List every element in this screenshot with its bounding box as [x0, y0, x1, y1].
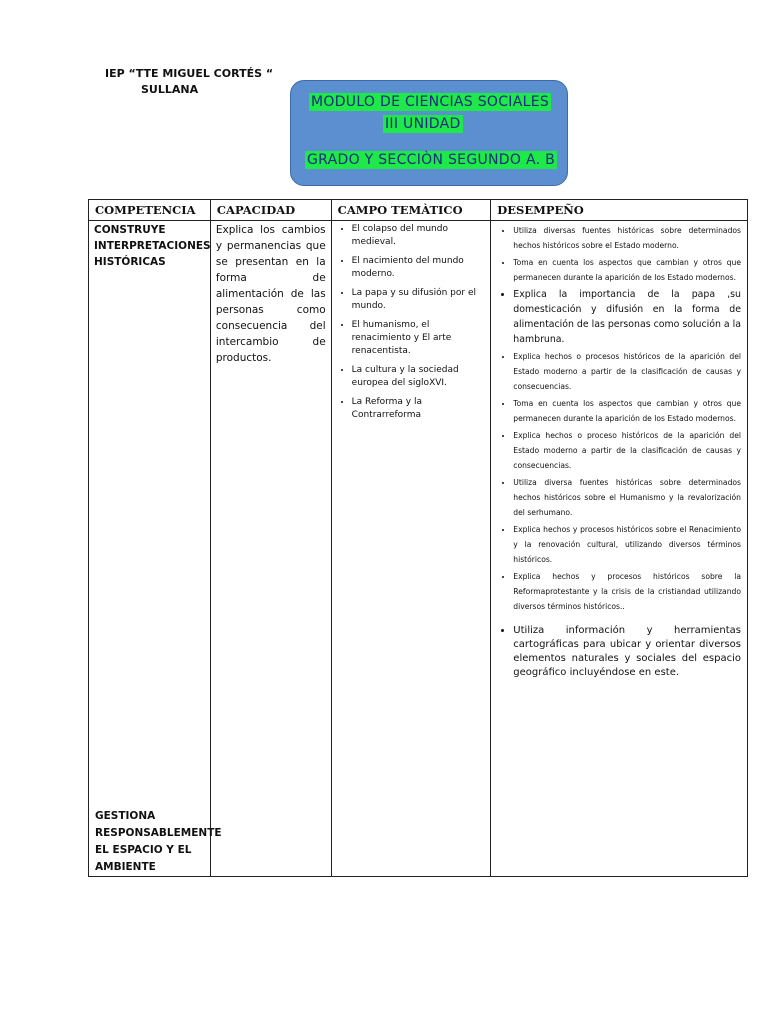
grade-section-title: GRADO Y SECCIÒN SEGUNDO A. B	[307, 152, 555, 168]
school-city: SULLANA	[141, 83, 199, 96]
table-row	[89, 221, 748, 877]
desempeno-list	[491, 221, 747, 680]
title-box	[290, 80, 568, 186]
list-item: • La cultura y la sociedad europea del sigloXVI.	[352, 364, 485, 390]
list-item: • Toma en cuenta los aspectos que cambian y otros que permanecen durante la aparición de los Estado modernos.	[513, 255, 741, 285]
list-item: • El nacimiento del mundo moderno.	[352, 255, 485, 281]
list-item: • Explica hechos o procesos históricos de la aparición del Estado moderno a partir de la clasificación de causas y consecuencias.	[513, 349, 741, 394]
list-item: • Utiliza información y herramientas cartográficas para ubicar y orientar diversos elementos naturales y sociales del espacio geográfico incluyéndose en este.	[513, 624, 741, 680]
list-item: • La Reforma y la Contrarreforma	[352, 396, 485, 422]
capacidad-cell	[210, 221, 331, 877]
list-item: • Explica la importancia de la papa ,su domesticación y difusión en la forma de alimentación de las personas como solución a la hambruna.	[513, 287, 741, 347]
topics-list	[332, 221, 491, 422]
competencia-espacio: GESTIONA RESPONSABLEMENTE EL ESPACIO Y EL AMBIENTE	[95, 810, 222, 873]
list-item: • Toma en cuenta los aspectos que cambian y otros que permanecen durante la aparición de los Estado modernos.	[513, 396, 741, 426]
list-item: • Explica hechos y procesos históricos sobre la Reformaprotestante y la crisis de la cristiandad utilizando diversos términos históricos..	[513, 569, 741, 614]
competencia-cell	[89, 221, 222, 877]
curriculum-table	[88, 199, 748, 877]
capacidad-text: Explica los cambios y permanencias que se presentan en la forma de alimentación de las personas como consecuencia del intercambio de productos.	[215, 224, 326, 364]
list-item: • El humanismo, el renacimiento y El arte renacentista.	[352, 319, 485, 358]
list-item: • Utiliza diversa fuentes históricas sobre determinados hechos históricos sobre el Humanismo y la revalorización del serhumano.	[513, 475, 741, 520]
list-item: • Utiliza diversas fuentes históricas sobre determinados hechos históricos sobre el Estado moderno.	[513, 223, 741, 253]
school-name: IEP “TTE MIGUEL CORTÉS “	[105, 67, 274, 80]
list-item: • Explica hechos y procesos históricos sobre el Renacimiento y la renovación cultural, utilizando diversos términos históricos.	[513, 522, 741, 567]
table-header-row	[89, 200, 748, 221]
list-item: • La papa y su difusión por el mundo.	[352, 287, 485, 313]
header-competencia: COMPETENCIA	[89, 200, 211, 221]
campo-tematico-cell	[331, 221, 491, 877]
school-header	[105, 66, 273, 98]
header-desempeno: DESEMPEÑO	[491, 200, 748, 221]
header-capacidad: CAPACIDAD	[210, 200, 331, 221]
unit-title: III UNIDAD	[385, 116, 461, 132]
desempeno-cell	[491, 221, 748, 877]
list-item: • El colapso del mundo medieval.	[352, 223, 485, 249]
competencia-historicas: CONSTRUYE INTERPRETACIONES HISTÓRICAS	[94, 224, 211, 268]
module-title: MODULO DE CIENCIAS SOCIALES	[311, 94, 550, 110]
header-campo-tematico: CAMPO TEMÀTICO	[331, 200, 491, 221]
list-item: • Explica hechos o proceso históricos de la aparición del Estado moderno a partir de la clasificación de causas y consecuencias.	[513, 428, 741, 473]
